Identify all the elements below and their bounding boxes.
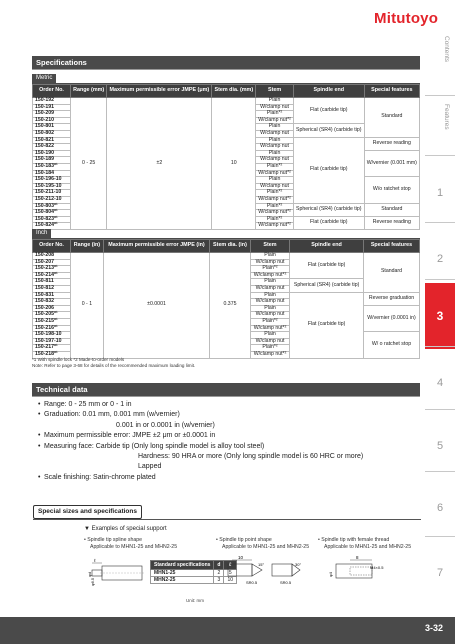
spindle-end-cell: Spherical (SR4) (carbide tip): [293, 124, 364, 137]
technical-data-item: • Range: 0 - 25 mm or 0 - 1 in: [38, 401, 132, 408]
special-features-cell: Standard: [363, 253, 419, 293]
order-no-cell: 150-802: [33, 130, 71, 137]
stem-cell: Plain*²: [256, 216, 294, 223]
order-no-cell: 150-195-10: [33, 183, 71, 190]
technical-data-text: Range: 0 - 25 mm or 0 - 1 in: [44, 401, 132, 408]
special-features-cell: Standard: [364, 203, 419, 216]
label-sr05-b: SR0.5: [280, 580, 292, 585]
example-title: • Spindle tip point shape: [216, 537, 272, 543]
stem-cell: Plain: [250, 292, 289, 299]
col-range: Range (mm): [71, 85, 107, 98]
col-stem-dia: Stem dia. (mm): [212, 85, 256, 98]
note-line: *1 With spindle lock *2 Made-to-order models: [32, 357, 125, 362]
order-no-cell: 150-801: [33, 124, 71, 131]
technical-data-text: 0.001 in or 0.0001 in (w/vernier): [116, 421, 215, 429]
stem-cell: Plain: [250, 279, 289, 286]
std-row-d: 2: [214, 570, 224, 577]
stem-cell: W/clamp nut*²: [256, 117, 294, 124]
page-number: 3-32: [424, 623, 443, 633]
stem-cell: W/clamp nut*²: [250, 272, 289, 279]
stem-cell: W/clamp nut: [256, 104, 294, 111]
stem-cell: Plain*²: [256, 190, 294, 197]
col-range: Range (in): [71, 240, 104, 253]
label-l: ℓ: [94, 558, 96, 563]
special-features-cell: Reverse reading: [364, 216, 419, 229]
order-no-cell: 150-205*¹: [33, 312, 71, 319]
col-order-no: Order No.: [33, 85, 71, 98]
special-features-cell: W/ o ratchet stop: [363, 332, 419, 358]
range-cell: 0 - 25: [71, 98, 107, 230]
label-phi-4: φ4: [328, 572, 333, 577]
spindle-end-cell: Flat (carbide tip): [290, 253, 364, 279]
order-no-cell: 150-823*¹: [33, 216, 71, 223]
example-applicable: Applicable to MHN1-25 and MHN2-25: [324, 543, 412, 550]
technical-data-item: [38, 462, 363, 472]
stem-cell: Plain: [256, 150, 294, 157]
example-spline: [84, 537, 177, 550]
stem-cell: Plain*²: [250, 266, 289, 273]
order-no-cell: 150-803*¹: [33, 203, 71, 210]
example-female-thread: [318, 537, 411, 550]
stem-cell: Plain: [256, 98, 294, 105]
stem-cell: Plain*²: [250, 345, 289, 352]
female-thread-drawing: [326, 554, 396, 590]
technical-data-text: Scale finishing: Satin-chrome plated: [44, 473, 156, 481]
chapter-tab-7[interactable]: 7: [436, 567, 444, 579]
brand-logo: Mitutoyo: [374, 10, 439, 27]
technical-data-text: Measuring face: Carbide tip (Only long spindle model is alloy tool steel): [44, 442, 265, 450]
spindle-end-cell: Flat (carbide tip): [293, 98, 364, 124]
special-features-cell: W/vernier (0.001 mm): [364, 150, 419, 176]
stem-cell: W/clamp nut: [250, 299, 289, 306]
order-no-cell: 150-811: [33, 279, 71, 286]
stem-dia-cell: 0.375: [210, 253, 251, 359]
order-no-cell: 150-822: [33, 144, 71, 151]
col-mpe: Maximum permissible error JMPE (μm): [107, 85, 212, 98]
stem-cell: W/clamp nut*²: [256, 210, 294, 217]
chapter-tab-3[interactable]: 3: [425, 283, 455, 349]
stem-cell: W/clamp nut*²: [250, 325, 289, 332]
order-no-cell: 150-832: [33, 299, 71, 306]
technical-data-heading: Technical data: [32, 383, 420, 397]
table-row: [33, 253, 420, 260]
spindle-end-cell: Spherical (SR4) (carbide tip): [293, 203, 364, 216]
example-point: [216, 537, 309, 550]
stem-cell: W/clamp nut*²: [250, 351, 289, 358]
spindle-end-cell: Spherical (SR4) (carbide tip): [290, 279, 364, 292]
std-row-label: MHN1-25: [151, 570, 214, 577]
col-special-features: Special features: [363, 240, 419, 253]
metric-label: Metric: [32, 74, 56, 84]
col-spindle-end: Spindle end: [293, 85, 364, 98]
order-no-cell: 150-189: [33, 157, 71, 164]
chapter-tab-2[interactable]: 2: [436, 253, 444, 265]
stem-dia-cell: 10: [212, 98, 256, 230]
stem-cell: W/clamp nut*²: [256, 170, 294, 177]
example-applicable: Applicable to MHN1-25 and MHN2-25: [90, 543, 178, 550]
col-stem: Stem: [256, 85, 294, 98]
std-col-l: ℓ: [224, 561, 237, 570]
stem-cell: Plain*²: [250, 318, 289, 325]
stem-cell: Plain: [250, 253, 289, 260]
std-col-d: d: [214, 561, 224, 570]
col-mpe: Maximum permissible error JMPE (in): [103, 240, 209, 253]
technical-data-text: Maximum permissible error: JMPE ±2 μm or ±0.0001 in: [44, 432, 216, 440]
std-row-l: 5: [224, 570, 237, 577]
order-no-cell: 150-213*¹: [33, 266, 71, 273]
stem-cell: W/clamp nut*²: [256, 223, 294, 230]
special-features-cell: Reverse graduation: [363, 292, 419, 305]
order-no-cell: 150-184: [33, 170, 71, 177]
special-features-cell: W/o ratchet stop: [364, 177, 419, 203]
technical-data-text: Lapped: [138, 463, 162, 471]
order-no-cell: 150-212-10: [33, 196, 71, 203]
table-row: [33, 98, 420, 105]
mpe-cell: ±2: [107, 98, 212, 230]
technical-data-item: [38, 421, 363, 431]
col-special-features: Special features: [364, 85, 419, 98]
std-row-l: 10: [224, 577, 237, 584]
order-no-cell: 150-198-10: [33, 332, 71, 339]
stem-cell: Plain: [256, 177, 294, 184]
stem-cell: W/clamp nut: [256, 183, 294, 190]
special-features-cell: Reverse reading: [364, 137, 419, 150]
technical-data-list: [38, 400, 363, 483]
chapter-tab-1[interactable]: 1: [436, 187, 444, 199]
stem-cell: W/clamp nut*²: [256, 196, 294, 203]
label-8: 8: [356, 555, 359, 560]
order-no-cell: 150-192: [33, 98, 71, 105]
technical-data-item: • Graduation: 0.01 mm, 0.001 mm (w/vernier): [38, 411, 180, 419]
order-no-cell: 150-218*¹: [33, 351, 71, 358]
std-row-d: 3: [214, 577, 224, 584]
order-no-cell: 150-812: [33, 285, 71, 292]
label-sr05-a: SR0.5: [246, 580, 258, 585]
std-header: Standard specifications: [151, 561, 214, 570]
order-no-cell: 150-217*¹: [33, 345, 71, 352]
label-15deg: 15°: [258, 562, 265, 567]
order-no-cell: 150-214*¹: [33, 272, 71, 279]
stem-cell: Plain*²: [256, 163, 294, 170]
order-no-cell: 150-207: [33, 259, 71, 266]
chapter-tab-4[interactable]: 4: [436, 377, 444, 389]
sidebar-contents-link[interactable]: Contents: [443, 36, 450, 63]
stem-cell: W/clamp nut: [256, 130, 294, 137]
stem-cell: Plain: [250, 305, 289, 312]
range-cell: 0 - 1: [71, 253, 104, 359]
technical-data-item: • Scale finishing: Satin-chrome plated: [38, 473, 156, 481]
order-no-cell: 150-216*¹: [33, 325, 71, 332]
stem-cell: W/clamp nut: [256, 157, 294, 164]
label-thread: M4×0.5: [370, 565, 384, 570]
technical-data-text: Graduation: 0.01 mm, 0.001 mm (w/vernier): [44, 411, 180, 419]
order-no-cell: 150-824*¹: [33, 223, 71, 230]
spindle-end-cell: Flat (carbide tip): [290, 292, 364, 358]
label-phi-d: φd: [87, 572, 92, 577]
order-no-cell: 150-831: [33, 292, 71, 299]
col-stem: Stem: [250, 240, 289, 253]
order-no-cell: 150-191: [33, 104, 71, 111]
order-no-cell: 150-197-10: [33, 338, 71, 345]
chapter-sidebar: [425, 0, 455, 644]
col-order-no: Order No.: [33, 240, 71, 253]
order-no-cell: 150-804*¹: [33, 210, 71, 217]
order-no-cell: 150-206: [33, 305, 71, 312]
technical-data-item: [38, 452, 363, 462]
page-footer: [0, 617, 455, 644]
stem-cell: Plain*²: [256, 203, 294, 210]
stem-cell: W/clamp nut: [250, 285, 289, 292]
stem-cell: W/clamp nut: [256, 144, 294, 151]
label-10: 10: [238, 555, 244, 560]
std-row-label: MHN2-25: [151, 577, 214, 584]
order-no-cell: 150-210: [33, 117, 71, 124]
technical-data-item: • Measuring face: Carbide tip (Only long spindle model is alloy tool steel): [38, 442, 265, 450]
inch-spec-table: [32, 239, 420, 359]
stem-cell: W/clamp nut: [250, 338, 289, 345]
technical-data-text: Hardness: 90 HRA or more (Only long spindle model is 60 HRC or more): [138, 453, 364, 461]
stem-cell: Plain: [250, 332, 289, 339]
examples-heading: ▼ Examples of special support: [84, 526, 167, 532]
example-applicable: Applicable to MHN1-25 and MHN2-25: [222, 543, 310, 550]
inch-label: Inch: [32, 229, 51, 239]
metric-spec-table: [32, 84, 420, 230]
spindle-end-cell: Flat (carbide tip): [293, 137, 364, 203]
label-phi-65: φ6.5: [90, 577, 95, 586]
chapter-tab-5[interactable]: 5: [436, 440, 444, 452]
stem-cell: Plain: [256, 124, 294, 131]
label-30deg: 30°: [295, 562, 302, 567]
order-no-cell: 150-215*¹: [33, 318, 71, 325]
mpe-cell: ±0.0001: [103, 253, 209, 359]
col-spindle-end: Spindle end: [290, 240, 364, 253]
note-line: Note: Refer to page 3-68 for details of the recommended maximum loading limit.: [32, 363, 196, 368]
spec-notes: [32, 357, 195, 369]
order-no-cell: 150-209: [33, 111, 71, 118]
unit-label: Unit: mm: [186, 598, 204, 603]
spindle-end-cell: Flat (carbide tip): [293, 216, 364, 229]
order-no-cell: 150-183*¹: [33, 163, 71, 170]
specifications-heading: Specifications: [32, 56, 420, 70]
order-no-cell: 150-190: [33, 150, 71, 157]
order-no-cell: 150-821: [33, 137, 71, 144]
example-title: • Spindle tip spline shape: [84, 537, 143, 543]
point-tip-drawing: [224, 554, 304, 590]
col-stem-dia: Stem dia. (in): [210, 240, 251, 253]
stem-cell: Plain*²: [256, 111, 294, 118]
special-sizes-heading: Special sizes and specifications: [33, 505, 142, 519]
stem-cell: Plain: [256, 137, 294, 144]
example-title: • Spindle tip with female thread: [318, 537, 390, 543]
spline-tip-drawing: [88, 554, 148, 590]
technical-data-item: • Maximum permissible error: JMPE ±2 μm or ±0.0001 in: [38, 432, 216, 440]
order-no-cell: 150-196-10: [33, 177, 71, 184]
stem-cell: W/clamp nut: [250, 312, 289, 319]
order-no-cell: 150-208: [33, 253, 71, 260]
special-features-cell: W/vernier (0.0001 in): [363, 305, 419, 331]
chapter-tab-6[interactable]: 6: [436, 502, 444, 514]
sidebar-features-link[interactable]: Features: [443, 104, 450, 130]
special-features-cell: Standard: [364, 98, 419, 138]
stem-cell: W/clamp nut: [250, 259, 289, 266]
order-no-cell: 150-211-10: [33, 190, 71, 197]
